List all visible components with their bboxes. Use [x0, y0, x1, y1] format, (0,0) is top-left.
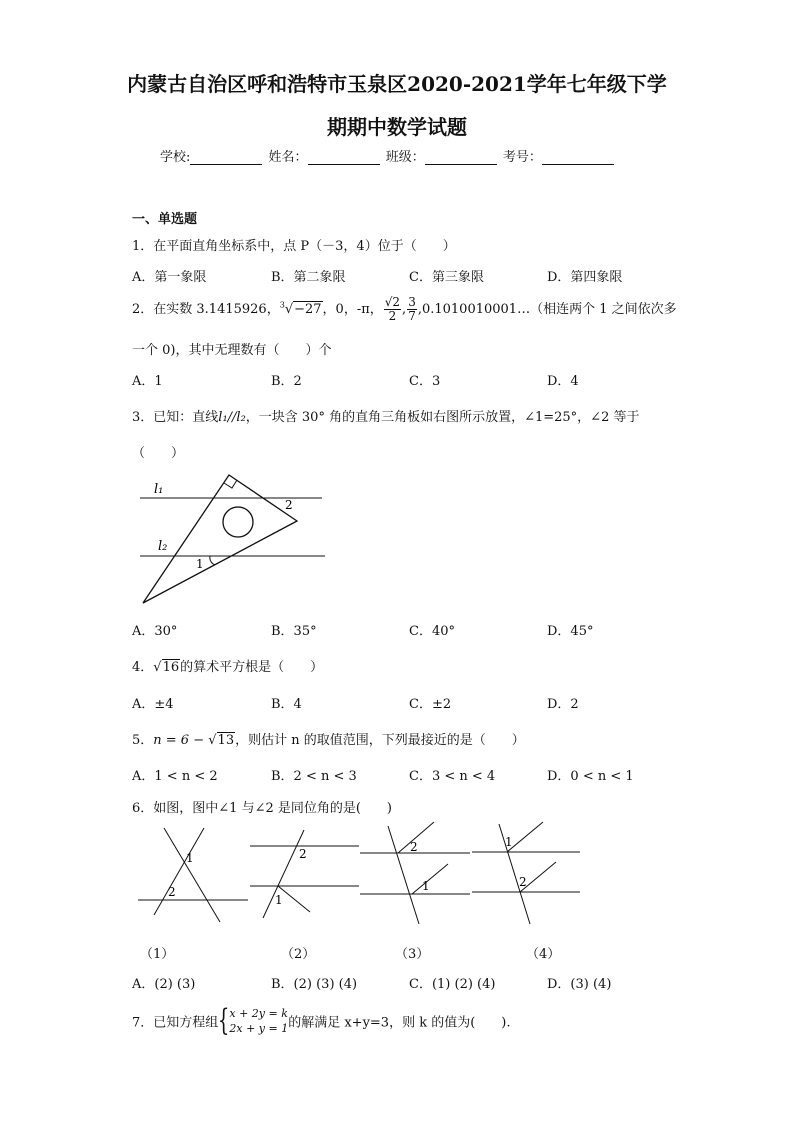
q6-figures [132, 820, 592, 925]
q4-option-d: D．2 [547, 697, 579, 712]
q3-figure-triangle [132, 468, 332, 613]
q3-angle2-label: 2 [285, 498, 293, 512]
q4-stem-post: 的算术平方根是（ ） [180, 660, 324, 675]
q6-f4-transversal [499, 824, 530, 924]
q6-option-c: C．(1) (2) (4) [409, 977, 496, 992]
q6-f3-lower-ray [412, 864, 448, 894]
q1-option-d: D．第四象限 [547, 270, 623, 285]
name-blank [308, 150, 380, 165]
q3-parallel-lines: l₁//l₂ [218, 410, 246, 425]
q5-option-c: C．3 < n < 4 [409, 769, 496, 784]
q2-stem-mid: ，0，-π， [322, 302, 383, 317]
q3-stem-line2: （ ） [132, 446, 185, 461]
q6-f1-line-a [164, 828, 220, 922]
q2-fraction-3-over-7 [407, 296, 417, 323]
school-label: 学校: [160, 150, 191, 165]
q2-cbrt-radicand: −27 [294, 302, 322, 317]
q7-equation-1: x + 2y = k [229, 1007, 288, 1020]
q3-right-angle-mark [224, 480, 237, 488]
q5-stem-pre: 5． [132, 733, 154, 748]
q1-option-a: A．第一象限 [132, 270, 207, 285]
q7-brace: { [218, 1003, 230, 1038]
q6-figure-3 [360, 822, 470, 924]
class-blank [425, 150, 497, 165]
q6-f2-ray [278, 886, 310, 912]
q6-option-b: B．(2) (3) (4) [271, 977, 358, 992]
q4-radicand: 16 [162, 660, 180, 675]
q2-frac1-num: √2 [384, 295, 401, 309]
q5-expr: n = 6 − [153, 733, 209, 748]
q2-option-d: D．4 [547, 374, 579, 389]
exam-title-line1: 内蒙古自治区呼和浩特市玉泉区2020-2021学年七年级下学 [127, 72, 667, 96]
q3-angle1-label: 1 [196, 557, 204, 571]
q6-stem: 6．如图，图中∠1 与∠2 是同位角的是( ) [132, 801, 393, 816]
q5-stem: 5．n = 6 − √13，则估计 n 的取值范围，下列最接近的是（ ） [132, 733, 525, 748]
q6-figure-1 [138, 828, 248, 922]
q2-stem-line2: 一个 0)，其中无理数有（ ）个 [132, 343, 332, 358]
q6-option-d: D．(3) (4) [547, 977, 612, 992]
q2-option-b: B．2 [271, 374, 302, 389]
q6-f2-transversal [263, 830, 304, 918]
q6-f1-angle1: 1 [186, 851, 194, 865]
q1-option-c: C．第三象限 [409, 270, 484, 285]
q5-option-d: D．0 < n < 1 [547, 769, 634, 784]
q3-angle1-arc [210, 556, 215, 565]
q2-stem-post: ,0.1010010001…（相连两个 1 之间依次多 [417, 302, 677, 317]
q3-label-l1: l₁ [154, 482, 164, 497]
q6-figure-label-1: （1） [140, 947, 175, 962]
q6-f1-line-b [154, 828, 204, 915]
q5-stem-post: ，则估计 n 的取值范围，下列最接近的是（ ） [235, 733, 525, 748]
q7-stem [132, 1003, 511, 1038]
q4-option-c: C．±2 [409, 697, 452, 712]
q5-option-a: A．1 < n < 2 [132, 769, 218, 784]
q7-stem-post: 的解满足 x+y=3，则 k 的值为( ). [288, 1015, 511, 1031]
q6-figure-label-4: （4） [526, 947, 561, 962]
q1-stem: 1．在平面直角坐标系中，点 P（－3，4）位于（ ） [132, 239, 456, 254]
q7-equation-system [229, 1006, 288, 1036]
name-label: 姓名： [268, 150, 308, 165]
q7-equation-2: 2x + y = 1 [229, 1022, 289, 1035]
student-info-row [160, 146, 616, 165]
q6-f3-angle1: 1 [422, 879, 430, 893]
q6-f1-angle2: 2 [168, 885, 176, 899]
q2-cbrt-index: 3 [279, 300, 285, 310]
q3-option-c: C．40° [409, 624, 455, 639]
q4-stem-pre: 4． [132, 660, 154, 675]
q2-stem: 2．在实数 3.1415926，$^3$√−27，0，-π， $\frac{√2}{2}$ , $\frac{3}{7}$ ,0.1010010001…（相连两个 1 之间依次多 [132, 295, 677, 323]
exam-number-blank [542, 150, 614, 165]
q3-option-a: A．30° [132, 624, 178, 639]
school-blank [190, 150, 262, 165]
q2-frac1-den: 2 [388, 309, 397, 323]
q4-option-a: A．±4 [132, 697, 174, 712]
q6-figure-label-2: （2） [281, 947, 316, 962]
q7-stem-pre: 7．已知方程组 [132, 1015, 219, 1031]
q3-stem-post: ，一块含 30° 角的直角三角板如右图所示放置，∠1=25°，∠2 等于 [245, 410, 640, 425]
q2-frac2-den: 7 [408, 309, 416, 323]
q6-figure-4 [472, 822, 580, 924]
q2-option-a: A．1 [132, 374, 163, 389]
q1-option-b: B．第二象限 [271, 270, 346, 285]
q6-f2-angle1: 1 [275, 893, 283, 907]
q2-option-c: C．3 [409, 374, 441, 389]
q2-fraction-sqrt2-over-2 [384, 296, 401, 323]
q6-figure-label-3: （3） [395, 947, 430, 962]
q3-label-l2: l₂ [158, 539, 168, 554]
q3-stem [132, 406, 639, 425]
q5-option-b: B．2 < n < 3 [271, 769, 357, 784]
q6-f4-angle2: 2 [519, 875, 527, 889]
exam-number-label: 考号： [502, 150, 542, 165]
section-heading: 一、单选题 [132, 212, 198, 227]
q3-triangle-hole [223, 507, 253, 537]
q3-option-b: B．35° [271, 624, 317, 639]
q2-frac2-num: 3 [408, 295, 416, 309]
q4-stem: 4．√16的算术平方根是（ ） [132, 660, 324, 675]
q4-option-b: B．4 [271, 697, 302, 712]
q3-option-d: D．45° [547, 624, 594, 639]
q2-stem-pre: 2．在实数 3.1415926， [132, 302, 280, 317]
q6-f4-angle1: 1 [505, 835, 513, 849]
class-label: 班级： [385, 150, 425, 165]
q6-option-a: A．(2) (3) [132, 977, 196, 992]
q6-f3-angle2: 2 [410, 840, 418, 854]
q5-radicand: 13 [217, 733, 235, 748]
q6-figure-2 [250, 830, 359, 918]
q6-f2-angle2: 2 [299, 847, 307, 861]
exam-title-line2: 期期中数学试题 [327, 115, 467, 139]
q3-stem-pre: 3．已知：直线 [132, 410, 219, 425]
